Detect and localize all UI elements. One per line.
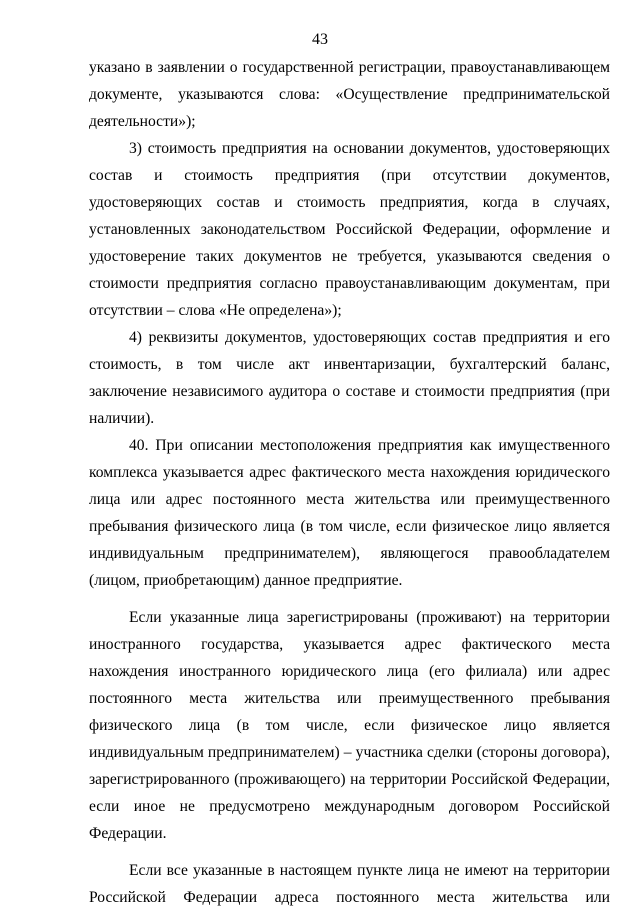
paragraph-continuation: указано в заявлении о государственной регистрации, правоустанавливающем документе, указываются слова: «Осуществление предпринимательской деятельности»); bbox=[89, 59, 610, 130]
page-number: 43 bbox=[312, 31, 328, 48]
paragraph-item-3: 3) стоимость предприятия на основании документов, удостоверяющих состав и стоимость предприятия (при отсутствии документов, удостоверяющих состав и стоимость предприятия, когда в случаях, установленных законодательством Российской Федерации, оформление и удостоверение таких документов не требуется, указываются сведения о стоимости предприятия согласно правоустанавливающим документам, при отсутствии – слова «Не определена»); bbox=[89, 140, 610, 319]
document-body bbox=[89, 54, 610, 911]
paragraph-spacer bbox=[89, 847, 610, 857]
paragraph-item-4: 4) реквизиты документов, удостоверяющих состав предприятия и его стоимость, в том числе акт инвентаризации, бухгалтерский баланс, заключение независимого аудитора о составе и стоимости предприятия (при наличии). bbox=[89, 329, 610, 427]
paragraph-foreign-state: Если указанные лица зарегистрированы (проживают) на территории иностранного государства, указывается адрес фактического места нахождения иностранного юридического лица (его филиала) или адрес постоянного места жительства или преимущественного пребывания физического лица (в том числе, если физическое лицо является индивидуальным предпринимателем) – участника сделки (стороны договора), зарегистрированного (проживающего) на территории Российской Федерации, если иное не предусмотрено международным договором Российской Федерации. bbox=[89, 609, 610, 842]
paragraph-spacer bbox=[89, 594, 610, 604]
paragraph-no-address: Если все указанные в настоящем пункте лица не имеют на территории Российской Федерации адреса постоянного места жительства или bbox=[89, 862, 610, 906]
paragraph-clause-40: 40. При описании местоположения предприятия как имущественного комплекса указывается адрес фактического места нахождения юридического лица или адрес постоянного места жительства или преимущественного пребывания физического лица (в том числе, если физическое лицо является индивидуальным предпринимателем), являющегося правообладателем (лицом, приобретающим) данное предприятие. bbox=[89, 437, 610, 589]
